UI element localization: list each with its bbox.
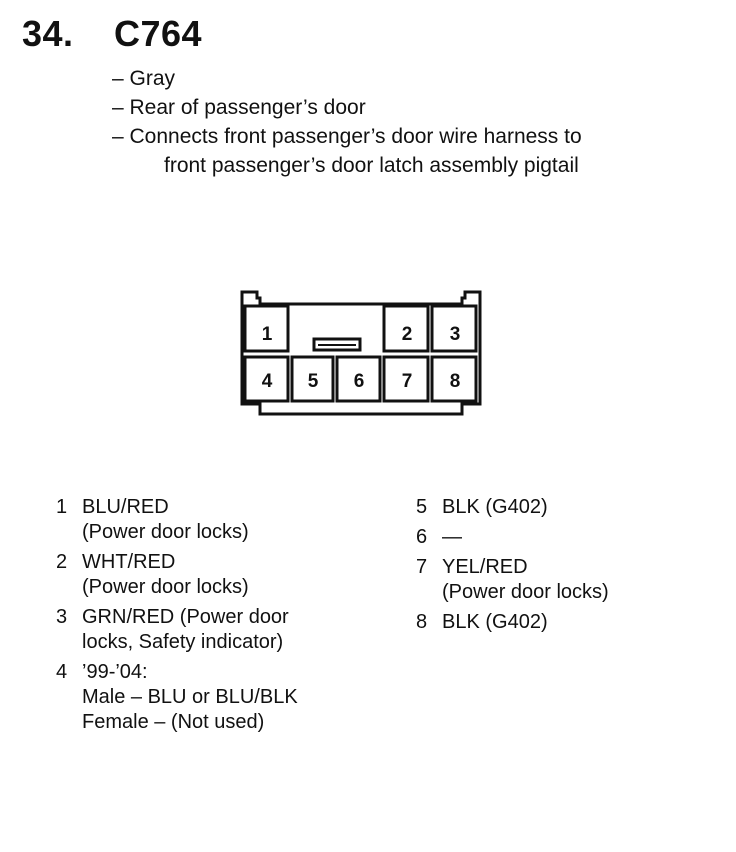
connector-face-svg bbox=[236, 288, 486, 422]
pin-number: 1 bbox=[56, 496, 68, 518]
cavity-label-4: 4 bbox=[261, 371, 273, 392]
section-number: 34. bbox=[22, 13, 74, 54]
description-location: – Rear of passenger’s door bbox=[112, 96, 366, 119]
pin-entry-1 bbox=[56, 495, 298, 545]
pin-entry-3 bbox=[56, 605, 298, 655]
pin-number: 2 bbox=[56, 551, 68, 573]
pin-entry-8 bbox=[416, 610, 609, 635]
connector-id: C764 bbox=[114, 13, 203, 54]
connector-shell-outline bbox=[242, 292, 480, 414]
pin-info bbox=[82, 660, 298, 735]
pin-number: 3 bbox=[56, 606, 68, 628]
cavity-label-5: 5 bbox=[307, 371, 319, 392]
pin-entry-4 bbox=[56, 660, 298, 735]
cavity-label-1: 1 bbox=[261, 324, 273, 345]
description-color: – Gray bbox=[112, 67, 176, 90]
pin-entry-2 bbox=[56, 550, 298, 600]
description-connects-cont: front passenger’s door latch assembly pigtail bbox=[164, 154, 579, 177]
page-title bbox=[22, 12, 202, 56]
cavity-label-3: 3 bbox=[449, 324, 461, 345]
connector-description bbox=[112, 64, 582, 180]
cavity-label-2: 2 bbox=[401, 324, 413, 345]
cavity-label-6: 6 bbox=[353, 371, 365, 392]
pin-wire-color: WHT/RED bbox=[82, 551, 176, 573]
pin-wire-color: YEL/RED bbox=[442, 556, 528, 578]
pin-number: 7 bbox=[416, 556, 428, 578]
cavity-label-7: 7 bbox=[401, 371, 413, 392]
pin-not-used-dash: — bbox=[442, 526, 462, 548]
pin-wire-color: BLK (G402) bbox=[442, 496, 548, 518]
pin-info bbox=[82, 550, 249, 600]
pin-circuit: locks, Safety indicator) bbox=[82, 631, 284, 653]
pin-info bbox=[82, 495, 249, 545]
pin-info bbox=[442, 610, 548, 635]
pin-info bbox=[442, 525, 462, 550]
pin-circuit: (Power door locks) bbox=[82, 576, 249, 598]
description-connects: – Connects front passenger’s door wire harness to bbox=[112, 125, 582, 148]
pin-info bbox=[442, 555, 609, 605]
pin-wire-color: BLK (G402) bbox=[442, 611, 548, 633]
pin-info bbox=[82, 605, 289, 655]
pin-info bbox=[442, 495, 548, 520]
pin-entry-6 bbox=[416, 525, 609, 550]
pin-wire-color: BLU/RED bbox=[82, 496, 169, 518]
pin-female-variant: Female – (Not used) bbox=[82, 711, 265, 733]
pin-number: 8 bbox=[416, 611, 428, 633]
pin-wire-color: GRN/RED (Power door bbox=[82, 606, 289, 628]
pin-entry-7 bbox=[416, 555, 609, 605]
pin-number: 6 bbox=[416, 526, 428, 548]
connector-face-diagram bbox=[236, 288, 486, 427]
pin-entry-5 bbox=[416, 495, 609, 520]
pin-year-range: ’99-’04: bbox=[82, 661, 148, 683]
pin-circuit: (Power door locks) bbox=[82, 521, 249, 543]
pin-number: 5 bbox=[416, 496, 428, 518]
pinout-left-column bbox=[56, 495, 298, 740]
pinout-right-column bbox=[416, 495, 609, 640]
pin-male-variant: Male – BLU or BLU/BLK bbox=[82, 686, 298, 708]
cavity-label-8: 8 bbox=[449, 371, 461, 392]
pin-circuit: (Power door locks) bbox=[442, 581, 609, 603]
pin-number: 4 bbox=[56, 661, 68, 683]
